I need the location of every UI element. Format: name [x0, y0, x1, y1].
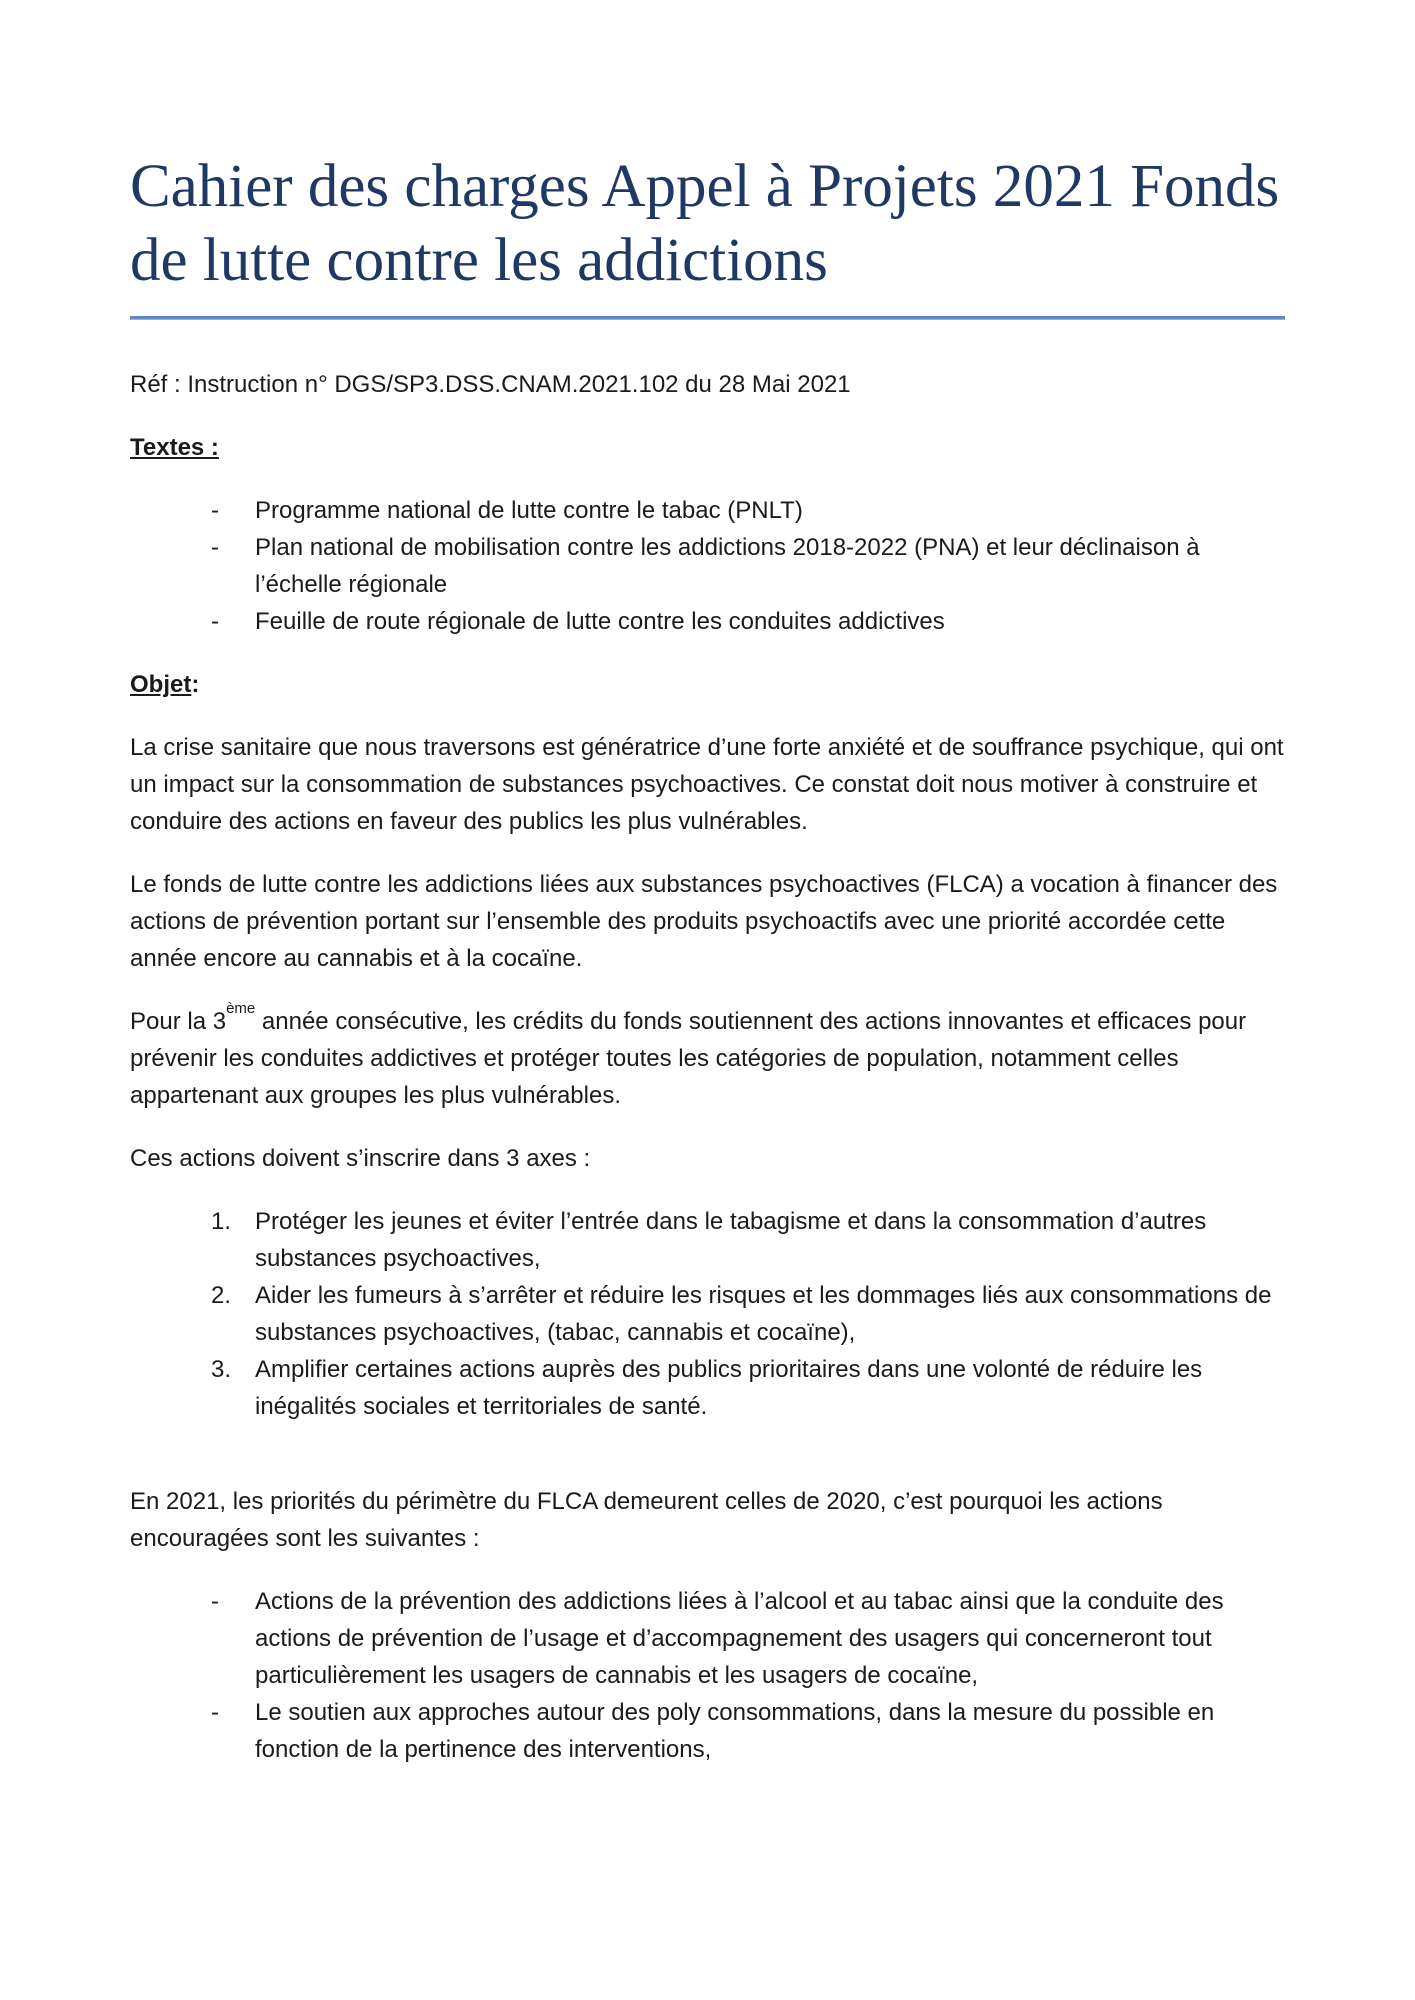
axes-list [130, 1203, 1285, 1425]
list-item [130, 492, 1285, 529]
document-title: Cahier des charges Appel à Projets 2021 Fonds de lutte contre les addictions [130, 153, 1280, 294]
paragraph-annee-consecutive [130, 1000, 1285, 1114]
list-item-text: Le soutien aux approches autour des poly consommations, dans la mesure du possible en fonction de la pertinence des interventions, [255, 1699, 1215, 1763]
list-item [130, 1583, 1285, 1694]
dash-bullet: - [211, 608, 219, 635]
priorites-intro: En 2021, les priorités du périmètre du FLCA demeurent celles de 2020, c’est pourquoi les actions encouragées sont les suivantes : [130, 1488, 1163, 1552]
paragraph-crise-sanitaire: La crise sanitaire que nous traversons est génératrice d’une forte anxiété et de souffrance psychique, qui ont un impact sur la consommation de substances psychoactives. Ce constat doit nous motiver à construire et conduire des actions en faveur des publics les plus vulnérables. [130, 734, 1284, 835]
textes-heading-label: Textes : [130, 434, 219, 461]
list-item [130, 1694, 1285, 1768]
dash-bullet: - [211, 534, 219, 561]
list-item-text: Feuille de route régionale de lutte contre les conduites addictives [255, 608, 945, 635]
list-item-text: Plan national de mobilisation contre les addictions 2018-2022 (PNA) et leur déclinaison à l’échelle régionale [255, 534, 1200, 598]
list-item [130, 1351, 1285, 1425]
textes-heading [130, 429, 1285, 466]
reference-line: Réf : Instruction n° DGS/SP3.DSS.CNAM.2021.102 du 28 Mai 2021 [130, 371, 851, 398]
objet-heading-label: Objet [130, 671, 192, 698]
priorites-list [130, 1583, 1285, 1768]
list-item-text: Programme national de lutte contre le tabac (PNLT) [255, 497, 803, 524]
number-marker: 2. [211, 1282, 232, 1309]
dash-bullet: - [211, 1588, 219, 1615]
paragraph-flca: Le fonds de lutte contre les addictions liées aux substances psychoactives (FLCA) a vocation à financer des actions de prévention portant sur l’ensemble des produits psychoactifs avec une priorité accordée cette année encore au cannabis et à la cocaïne. [130, 871, 1278, 972]
paragraph-annee-prefix: Pour la 3 [130, 1008, 227, 1035]
superscript-eme: ème [226, 1000, 256, 1018]
list-item-text: Actions de la prévention des addictions liées à l’alcool et au tabac ainsi que la conduite des actions de prévention de l’usage et d’accompagnement des usagers qui concerneront tout particulièrement les usagers de cannabis et les usagers de cocaïne, [255, 1588, 1224, 1689]
list-item [130, 529, 1285, 603]
dash-bullet: - [211, 1699, 219, 1726]
axes-intro: Ces actions doivent s’inscrire dans 3 axes : [130, 1145, 591, 1172]
list-item [130, 1277, 1285, 1351]
objet-heading [130, 666, 1285, 703]
paragraph-annee-rest: année consécutive, les crédits du fonds soutiennent des actions innovantes et efficaces pour prévenir les conduites addictives et protéger toutes les catégories de population, notamment celles appartenant aux groupes les plus vulnérables. [130, 1008, 1247, 1109]
list-item [130, 603, 1285, 640]
number-marker: 3. [211, 1356, 232, 1383]
number-marker: 1. [211, 1208, 232, 1235]
list-item-text: Amplifier certaines actions auprès des publics prioritaires dans une volonté de réduire les inégalités sociales et territoriales de santé. [255, 1356, 1203, 1420]
objet-heading-colon: : [191, 671, 200, 698]
dash-bullet: - [211, 497, 219, 524]
title-rule [130, 316, 1285, 320]
list-item-text: Aider les fumeurs à s’arrêter et réduire les risques et les dommages liés aux consommations de substances psychoactives, (tabac, cannabis et cocaïne), [255, 1282, 1272, 1346]
list-item-text: Protéger les jeunes et éviter l’entrée dans le tabagisme et dans la consommation d’autres substances psychoactives, [255, 1208, 1207, 1272]
list-item [130, 1203, 1285, 1277]
textes-list [130, 492, 1285, 640]
